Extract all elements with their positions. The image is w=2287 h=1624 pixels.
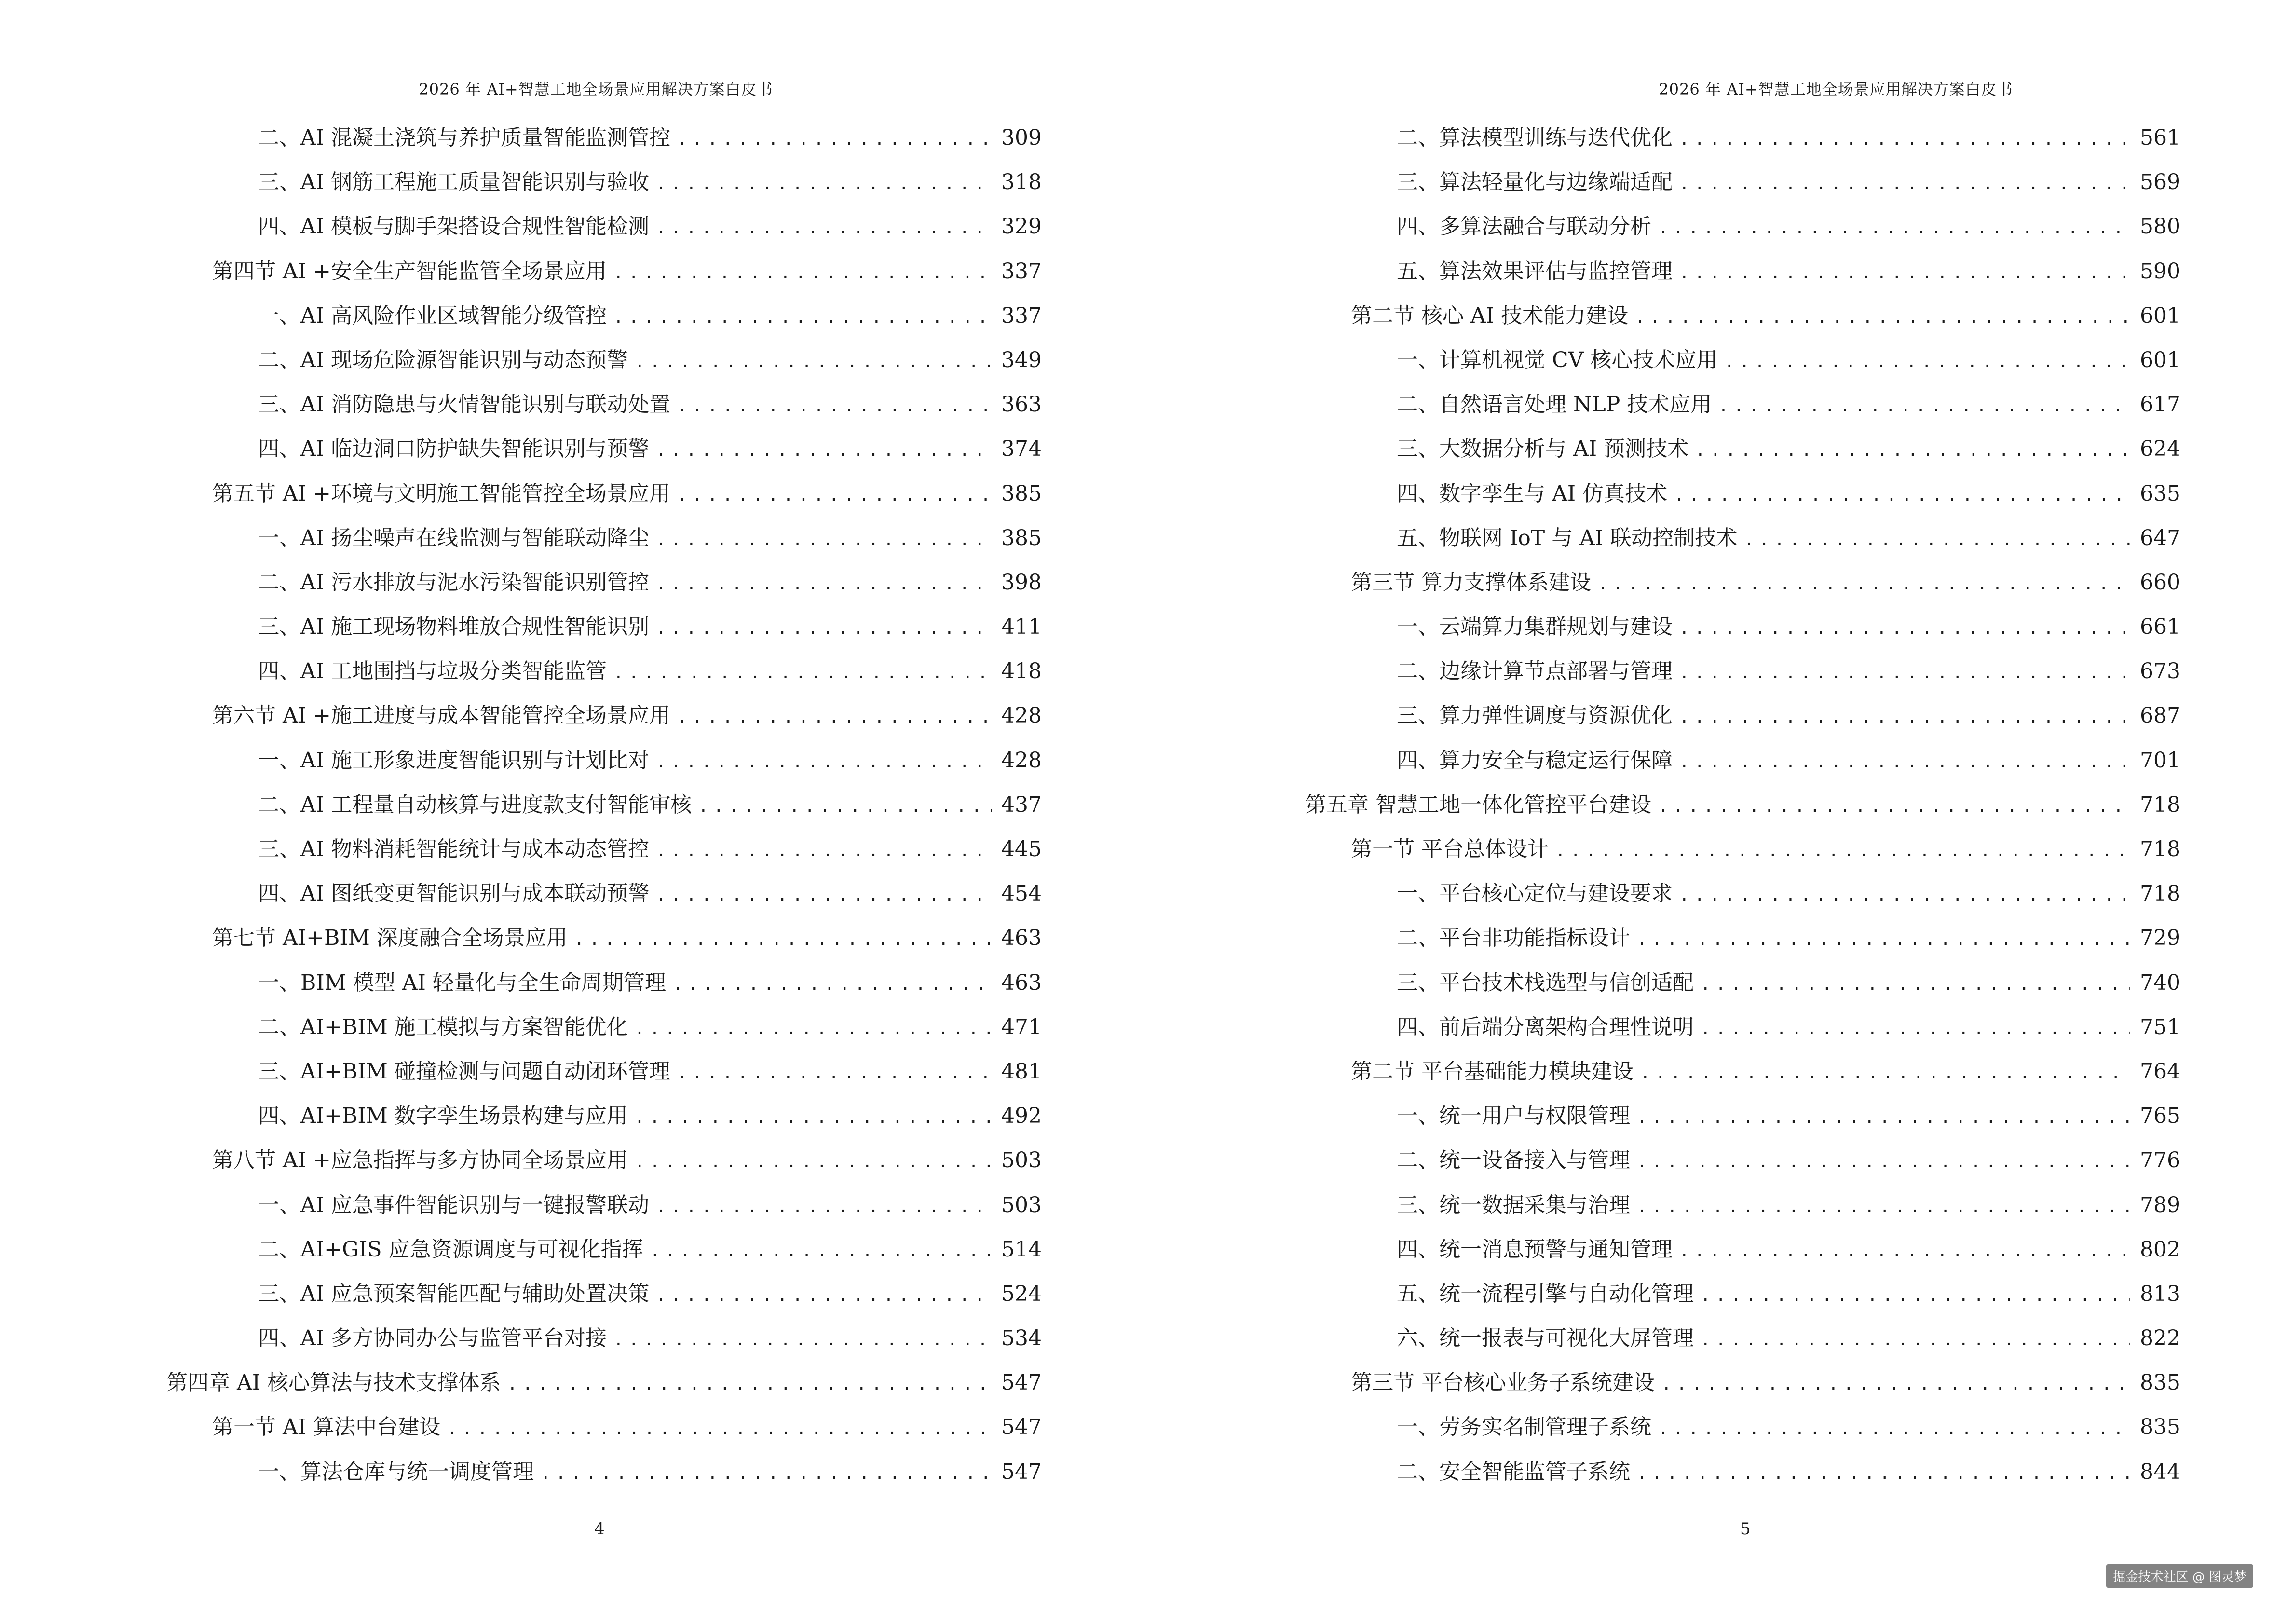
toc-entry-page-number: 418	[1001, 659, 1042, 684]
toc-dot-leader	[677, 384, 992, 428]
toc-entry-title: 第三节 平台核心业务子系统建设	[1351, 1370, 1655, 1395]
toc-entry-title: 二、边缘计算节点部署与管理	[1397, 659, 1673, 684]
toc-dot-leader	[447, 1406, 992, 1451]
toc-entry-page-number: 673	[2140, 659, 2180, 684]
toc-entry-title: 三、大数据分析与 AI 预测技术	[1397, 437, 1689, 462]
toc-entry-title: 三、算法轻量化与边缘端适配	[1397, 170, 1673, 195]
toc-entry[interactable]	[1144, 472, 2180, 516]
toc-dot-leader	[656, 428, 992, 473]
toc-entry-page-number: 547	[1001, 1459, 1042, 1484]
toc-entry-title: 一、算法仓库与统一调度管理	[258, 1459, 534, 1484]
toc-entry[interactable]	[1144, 160, 2180, 205]
toc-entry[interactable]	[1144, 116, 2180, 160]
toc-entry-page-number: 503	[1001, 1148, 1042, 1173]
toc-entry[interactable]	[0, 1138, 1042, 1183]
toc-entry-page-number: 718	[2140, 881, 2180, 906]
toc-entry-title: 一、AI 扬尘噪声在线监测与智能联动降尘	[258, 525, 650, 550]
toc-dot-leader	[1637, 1095, 2130, 1140]
toc-dot-leader	[656, 873, 992, 917]
toc-entry-page-number: 454	[1001, 881, 1042, 906]
toc-dot-leader	[1658, 1406, 2130, 1451]
toc-dot-leader	[1640, 1051, 2130, 1095]
toc-entry-title: 第二节 平台基础能力模块建设	[1351, 1059, 1634, 1084]
toc-dot-leader	[656, 606, 992, 651]
toc-entry-title: 二、AI 工程量自动核算与进度款支付智能审核	[258, 792, 692, 817]
toc-entry[interactable]	[1144, 1316, 2180, 1361]
toc-entry[interactable]	[0, 472, 1042, 516]
toc-entry-title: 四、AI 图纸变更智能识别与成本联动预警	[258, 881, 650, 906]
toc-dot-leader	[541, 1451, 992, 1496]
toc-entry-page-number: 428	[1001, 748, 1042, 773]
toc-dot-leader	[1637, 1185, 2130, 1229]
toc-dot-leader	[1679, 117, 2130, 162]
toc-entry[interactable]	[1144, 738, 2180, 783]
toc-entry-page-number: 385	[1001, 525, 1042, 550]
toc-entry[interactable]	[1144, 516, 2180, 560]
watermark: 掘金技术社区 @ 图灵梦	[2106, 1564, 2253, 1588]
toc-entry-page-number: 813	[2140, 1281, 2180, 1306]
toc-entry-page-number: 428	[1001, 703, 1042, 728]
toc-dot-leader	[1724, 340, 2130, 384]
toc-entry[interactable]	[1144, 1228, 2180, 1272]
toc-entry-page-number: 437	[1001, 792, 1042, 817]
toc-entry[interactable]	[1144, 1183, 2180, 1228]
toc-entry-page-number: 463	[1001, 970, 1042, 995]
toc-dot-leader	[1679, 740, 2130, 784]
toc-entry-title: 一、云端算力集群规划与建设	[1397, 614, 1673, 640]
toc-dot-leader	[613, 251, 992, 295]
toc-entry[interactable]	[0, 1272, 1042, 1316]
toc-entry[interactable]	[1144, 1094, 2180, 1138]
toc-entry-page-number: 729	[2140, 926, 2180, 951]
toc-entry[interactable]	[0, 116, 1042, 160]
toc-entry[interactable]	[0, 649, 1042, 694]
toc-entry-title: 二、AI 混凝土浇筑与养护质量智能监测管控	[258, 125, 671, 150]
toc-dot-leader	[507, 1362, 992, 1406]
toc-entry-title: 第六节 AI +施工进度与成本智能管控全场景应用	[212, 703, 670, 728]
toc-entry-page-number: 471	[1001, 1014, 1042, 1039]
toc-entry-title: 六、统一报表与可视化大屏管理	[1397, 1326, 1694, 1351]
toc-list	[0, 116, 1042, 1494]
toc-entry-title: 第八节 AI +应急指挥与多方协同全场景应用	[212, 1148, 628, 1173]
toc-dot-leader	[1658, 206, 2130, 250]
toc-entry[interactable]	[0, 1005, 1042, 1050]
toc-entry[interactable]	[0, 872, 1042, 916]
toc-entry-title: 第一节 平台总体设计	[1351, 837, 1549, 861]
toc-entry-title: 一、劳务实名制管理子系统	[1397, 1415, 1651, 1440]
toc-entry[interactable]	[0, 738, 1042, 783]
toc-entry-title: 第二节 核心 AI 技术能力建设	[1351, 303, 1629, 328]
toc-entry-title: 二、算法模型训练与迭代优化	[1397, 125, 1673, 150]
toc-dot-leader	[613, 651, 992, 695]
toc-entry-page-number: 547	[1001, 1415, 1042, 1440]
toc-entry-title: 一、BIM 模型 AI 轻量化与全生命周期管理	[258, 970, 666, 995]
toc-entry[interactable]	[1144, 694, 2180, 738]
toc-entry[interactable]	[1144, 249, 2180, 294]
toc-entry-title: 一、计算机视觉 CV 核心技术应用	[1397, 347, 1718, 372]
toc-entry-title: 一、AI 应急事件智能识别与一键报警联动	[258, 1192, 650, 1217]
toc-entry[interactable]	[1144, 649, 2180, 694]
toc-entry-title: 四、数字孪生与 AI 仿真技术	[1397, 481, 1668, 506]
toc-entry-title: 一、平台核心定位与建设要求	[1397, 881, 1673, 906]
toc-entry-page-number: 647	[2140, 525, 2180, 550]
toc-entry-title: 三、统一数据采集与治理	[1397, 1192, 1630, 1217]
toc-dot-leader	[677, 1051, 992, 1095]
toc-dot-leader	[1679, 873, 2130, 917]
toc-entry[interactable]	[1144, 1361, 2180, 1405]
toc-entry-page-number: 524	[1001, 1281, 1042, 1306]
toc-dot-leader	[1701, 1007, 2130, 1051]
toc-entry-page-number: 601	[2140, 347, 2180, 372]
toc-dot-leader	[677, 117, 992, 162]
toc-dot-leader	[1679, 162, 2130, 206]
toc-entry[interactable]	[0, 1228, 1042, 1272]
toc-entry-page-number: 844	[2140, 1459, 2180, 1484]
toc-entry[interactable]	[1144, 560, 2180, 605]
toc-entry-page-number: 687	[2140, 703, 2180, 728]
toc-dot-leader	[1718, 384, 2130, 428]
toc-entry-page-number: 547	[1001, 1370, 1042, 1395]
toc-dot-leader	[656, 829, 992, 873]
toc-entry-title: 第七节 AI+BIM 深度融合全场景应用	[212, 926, 568, 951]
toc-entry[interactable]	[0, 382, 1042, 427]
toc-entry[interactable]	[0, 1050, 1042, 1094]
toc-dot-leader	[1679, 695, 2130, 739]
toc-entry-page-number: 635	[2140, 481, 2180, 506]
toc-dot-leader	[1701, 962, 2130, 1007]
toc-entry-page-number: 601	[2140, 303, 2180, 328]
toc-entry[interactable]	[1144, 1272, 2180, 1316]
toc-entry-title: 四、AI 模板与脚手架搭设合规性智能检测	[258, 214, 650, 239]
toc-entry[interactable]	[1144, 872, 2180, 916]
toc-entry-title: 第一节 AI 算法中台建设	[212, 1415, 441, 1440]
toc-entry-page-number: 492	[1001, 1104, 1042, 1129]
toc-entry[interactable]	[1144, 961, 2180, 1005]
toc-entry-page-number: 661	[2140, 614, 2180, 640]
toc-entry[interactable]	[1144, 1405, 2180, 1449]
toc-entry-title: 一、统一用户与权限管理	[1397, 1104, 1630, 1129]
toc-dot-leader	[656, 162, 992, 206]
toc-entry[interactable]	[1144, 382, 2180, 427]
toc-entry-title: 四、算力安全与稳定运行保障	[1397, 748, 1673, 773]
toc-entry[interactable]	[1144, 338, 2180, 382]
toc-dot-leader	[1679, 606, 2130, 651]
toc-entry[interactable]	[0, 516, 1042, 560]
toc-entry-title: 三、AI 物料消耗智能统计与成本动态管控	[258, 837, 650, 861]
toc-entry-page-number: 463	[1001, 926, 1042, 951]
toc-entry-page-number: 751	[2140, 1014, 2180, 1039]
toc-dot-leader	[1679, 651, 2130, 695]
toc-entry-title: 第五章 智慧工地一体化管控平台建设	[1305, 792, 1651, 817]
toc-entry-title: 五、统一流程引擎与自动化管理	[1397, 1281, 1694, 1306]
toc-entry-title: 四、统一消息预警与通知管理	[1397, 1237, 1673, 1262]
toc-dot-leader	[1679, 251, 2130, 295]
toc-entry[interactable]	[0, 560, 1042, 605]
toc-entry[interactable]	[1144, 427, 2180, 471]
toc-entry-title: 四、多算法融合与联动分析	[1397, 214, 1651, 239]
toc-dot-leader	[1555, 829, 2130, 873]
toc-entry-title: 四、AI 临边洞口防护缺失智能识别与预警	[258, 437, 650, 462]
toc-entry-title: 四、前后端分离架构合理性说明	[1397, 1014, 1694, 1039]
toc-dot-leader	[1674, 473, 2130, 518]
toc-entry[interactable]	[0, 783, 1042, 827]
toc-entry-page-number: 569	[2140, 170, 2180, 195]
toc-entry[interactable]	[0, 294, 1042, 338]
toc-entry-title: 第四节 AI +安全生产智能监管全场景应用	[212, 259, 607, 284]
toc-entry-page-number: 580	[2140, 214, 2180, 239]
toc-entry-page-number: 590	[2140, 259, 2180, 284]
toc-entry-page-number: 363	[1001, 392, 1042, 417]
toc-entry-title: 五、算法效果评估与监控管理	[1397, 259, 1673, 284]
page-number: 5	[1740, 1519, 1751, 1539]
toc-entry[interactable]	[0, 694, 1042, 738]
toc-entry[interactable]	[0, 1183, 1042, 1228]
toc-dot-leader	[656, 1273, 992, 1318]
toc-entry[interactable]	[0, 249, 1042, 294]
toc-entry-title: 第五节 AI +环境与文明施工智能管控全场景应用	[212, 481, 670, 506]
toc-entry-page-number: 349	[1001, 347, 1042, 372]
toc-dot-leader	[650, 1229, 992, 1273]
toc-entry-title: 三、平台技术栈选型与信创适配	[1397, 970, 1694, 995]
toc-entry-page-number: 789	[2140, 1192, 2180, 1217]
toc-entry-title: 一、AI 高风险作业区域智能分级管控	[258, 303, 607, 328]
toc-dot-leader	[574, 917, 992, 962]
toc-entry-title: 二、AI+BIM 施工模拟与方案智能优化	[258, 1014, 628, 1039]
toc-entry[interactable]	[1144, 294, 2180, 338]
toc-entry[interactable]	[0, 1316, 1042, 1361]
toc-dot-leader	[613, 295, 992, 340]
toc-entry-page-number: 398	[1001, 570, 1042, 595]
toc-entry-page-number: 514	[1001, 1237, 1042, 1262]
toc-entry-page-number: 561	[2140, 125, 2180, 150]
toc-entry[interactable]	[1144, 205, 2180, 249]
toc-entry[interactable]	[0, 1405, 1042, 1449]
toc-entry-page-number: 740	[2140, 970, 2180, 995]
toc-dot-leader	[1637, 1451, 2130, 1496]
toc-entry[interactable]	[0, 1094, 1042, 1138]
toc-entry-title: 二、自然语言处理 NLP 技术应用	[1397, 392, 1712, 417]
page-number: 4	[594, 1519, 605, 1539]
toc-dot-leader	[677, 695, 992, 739]
toc-dot-leader	[656, 740, 992, 784]
toc-entry[interactable]	[1144, 1138, 2180, 1183]
toc-entry[interactable]	[0, 338, 1042, 382]
toc-entry[interactable]	[0, 1361, 1042, 1405]
toc-dot-leader	[698, 784, 992, 829]
running-header: 2026 年 AI+智慧工地全场景应用解决方案白皮书	[419, 80, 773, 98]
toc-entry[interactable]	[1144, 1050, 2180, 1094]
toc-entry-page-number: 445	[1001, 837, 1042, 861]
toc-entry[interactable]	[1144, 827, 2180, 872]
toc-entry-title: 二、AI 现场危险源智能识别与动态预警	[258, 347, 628, 372]
toc-entry-page-number: 624	[2140, 437, 2180, 462]
toc-entry-title: 二、AI+GIS 应急资源调度与可视化指挥	[258, 1237, 643, 1262]
toc-entry-title: 三、AI 施工现场物料堆放合规性智能识别	[258, 614, 650, 640]
toc-entry-page-number: 765	[2140, 1104, 2180, 1129]
toc-dot-leader	[1701, 1273, 2130, 1318]
toc-entry-page-number: 309	[1001, 125, 1042, 150]
toc-entry-page-number: 385	[1001, 481, 1042, 506]
toc-dot-leader	[1598, 562, 2130, 606]
toc-entry-title: 三、AI+BIM 碰撞检测与问题自动闭环管理	[258, 1059, 670, 1084]
toc-entry-title: 五、物联网 IoT 与 AI 联动控制技术	[1397, 525, 1738, 550]
toc-dot-leader	[1744, 518, 2130, 562]
toc-entry-title: 二、AI 污水排放与泥水污染智能识别管控	[258, 570, 650, 595]
toc-dot-leader	[1701, 1318, 2130, 1362]
toc-entry-title: 三、AI 钢筋工程施工质量智能识别与验收	[258, 170, 650, 195]
toc-entry[interactable]	[0, 1450, 1042, 1494]
toc-entry[interactable]	[0, 427, 1042, 471]
toc-dot-leader	[656, 562, 992, 606]
toc-entry-title: 二、安全智能监管子系统	[1397, 1459, 1630, 1484]
toc-entry-page-number: 374	[1001, 437, 1042, 462]
toc-entry-page-number: 503	[1001, 1192, 1042, 1217]
toc-entry-page-number: 337	[1001, 259, 1042, 284]
toc-entry-page-number: 764	[2140, 1059, 2180, 1084]
toc-entry-page-number: 835	[2140, 1370, 2180, 1395]
toc-entry[interactable]	[1144, 605, 2180, 649]
toc-dot-leader	[656, 518, 992, 562]
toc-entry-title: 四、AI 多方协同办公与监管平台对接	[258, 1326, 607, 1351]
toc-entry-title: 三、AI 消防隐患与火情智能识别与联动处置	[258, 392, 671, 417]
toc-dot-leader	[1637, 917, 2130, 962]
toc-entry-page-number: 481	[1001, 1059, 1042, 1084]
toc-entry-title: 第三节 算力支撑体系建设	[1351, 570, 1591, 595]
toc-dot-leader	[635, 1095, 992, 1140]
toc-entry[interactable]	[0, 205, 1042, 249]
toc-entry-page-number: 617	[2140, 392, 2180, 417]
toc-entry-page-number: 718	[2140, 792, 2180, 817]
toc-entry[interactable]	[0, 916, 1042, 960]
running-header: 2026 年 AI+智慧工地全场景应用解决方案白皮书	[1659, 80, 2013, 98]
toc-dot-leader	[656, 206, 992, 250]
toc-entry-page-number: 318	[1001, 170, 1042, 195]
toc-entry-title: 四、AI+BIM 数字孪生场景构建与应用	[258, 1104, 628, 1129]
right-page	[1144, 0, 2287, 1624]
toc-dot-leader	[1637, 1140, 2130, 1184]
toc-entry[interactable]	[1144, 783, 2180, 827]
toc-entry[interactable]	[0, 160, 1042, 205]
toc-entry-title: 一、AI 施工形象进度智能识别与计划比对	[258, 748, 650, 773]
toc-entry-page-number: 718	[2140, 837, 2180, 861]
toc-entry[interactable]	[0, 827, 1042, 872]
toc-entry-page-number: 337	[1001, 303, 1042, 328]
toc-entry[interactable]	[0, 605, 1042, 649]
toc-entry-title: 四、AI 工地围挡与垃圾分类智能监管	[258, 659, 607, 684]
toc-dot-leader	[1661, 1362, 2130, 1406]
toc-entry-title: 二、平台非功能指标设计	[1397, 926, 1630, 951]
toc-entry-title: 第四章 AI 核心算法与技术支撑体系	[166, 1370, 501, 1395]
toc-entry-page-number: 534	[1001, 1326, 1042, 1351]
toc-dot-leader	[1635, 295, 2130, 340]
toc-dot-leader	[1658, 784, 2130, 829]
toc-dot-leader	[677, 473, 992, 518]
toc-entry-page-number: 411	[1001, 614, 1042, 640]
toc-entry-page-number: 329	[1001, 214, 1042, 239]
toc-dot-leader	[656, 1185, 992, 1229]
toc-entry-page-number: 701	[2140, 748, 2180, 773]
toc-entry-page-number: 822	[2140, 1326, 2180, 1351]
toc-entry-title: 三、算力弹性调度与资源优化	[1397, 703, 1673, 728]
toc-list	[1144, 116, 2180, 1494]
toc-entry-page-number: 776	[2140, 1148, 2180, 1173]
toc-entry[interactable]	[1144, 1005, 2180, 1050]
toc-dot-leader	[635, 340, 992, 384]
toc-entry-page-number: 835	[2140, 1415, 2180, 1440]
toc-entry-title: 二、统一设备接入与管理	[1397, 1148, 1630, 1173]
toc-dot-leader	[673, 962, 992, 1007]
toc-dot-leader	[635, 1140, 992, 1184]
toc-entry[interactable]	[0, 961, 1042, 1005]
toc-dot-leader	[613, 1318, 992, 1362]
toc-dot-leader	[1679, 1229, 2130, 1273]
toc-entry[interactable]	[1144, 1450, 2180, 1494]
toc-dot-leader	[635, 1007, 992, 1051]
toc-entry-title: 三、AI 应急预案智能匹配与辅助处置决策	[258, 1281, 650, 1306]
toc-dot-leader	[1695, 428, 2130, 473]
toc-entry-page-number: 660	[2140, 570, 2180, 595]
toc-entry-page-number: 802	[2140, 1237, 2180, 1262]
toc-entry[interactable]	[1144, 916, 2180, 960]
